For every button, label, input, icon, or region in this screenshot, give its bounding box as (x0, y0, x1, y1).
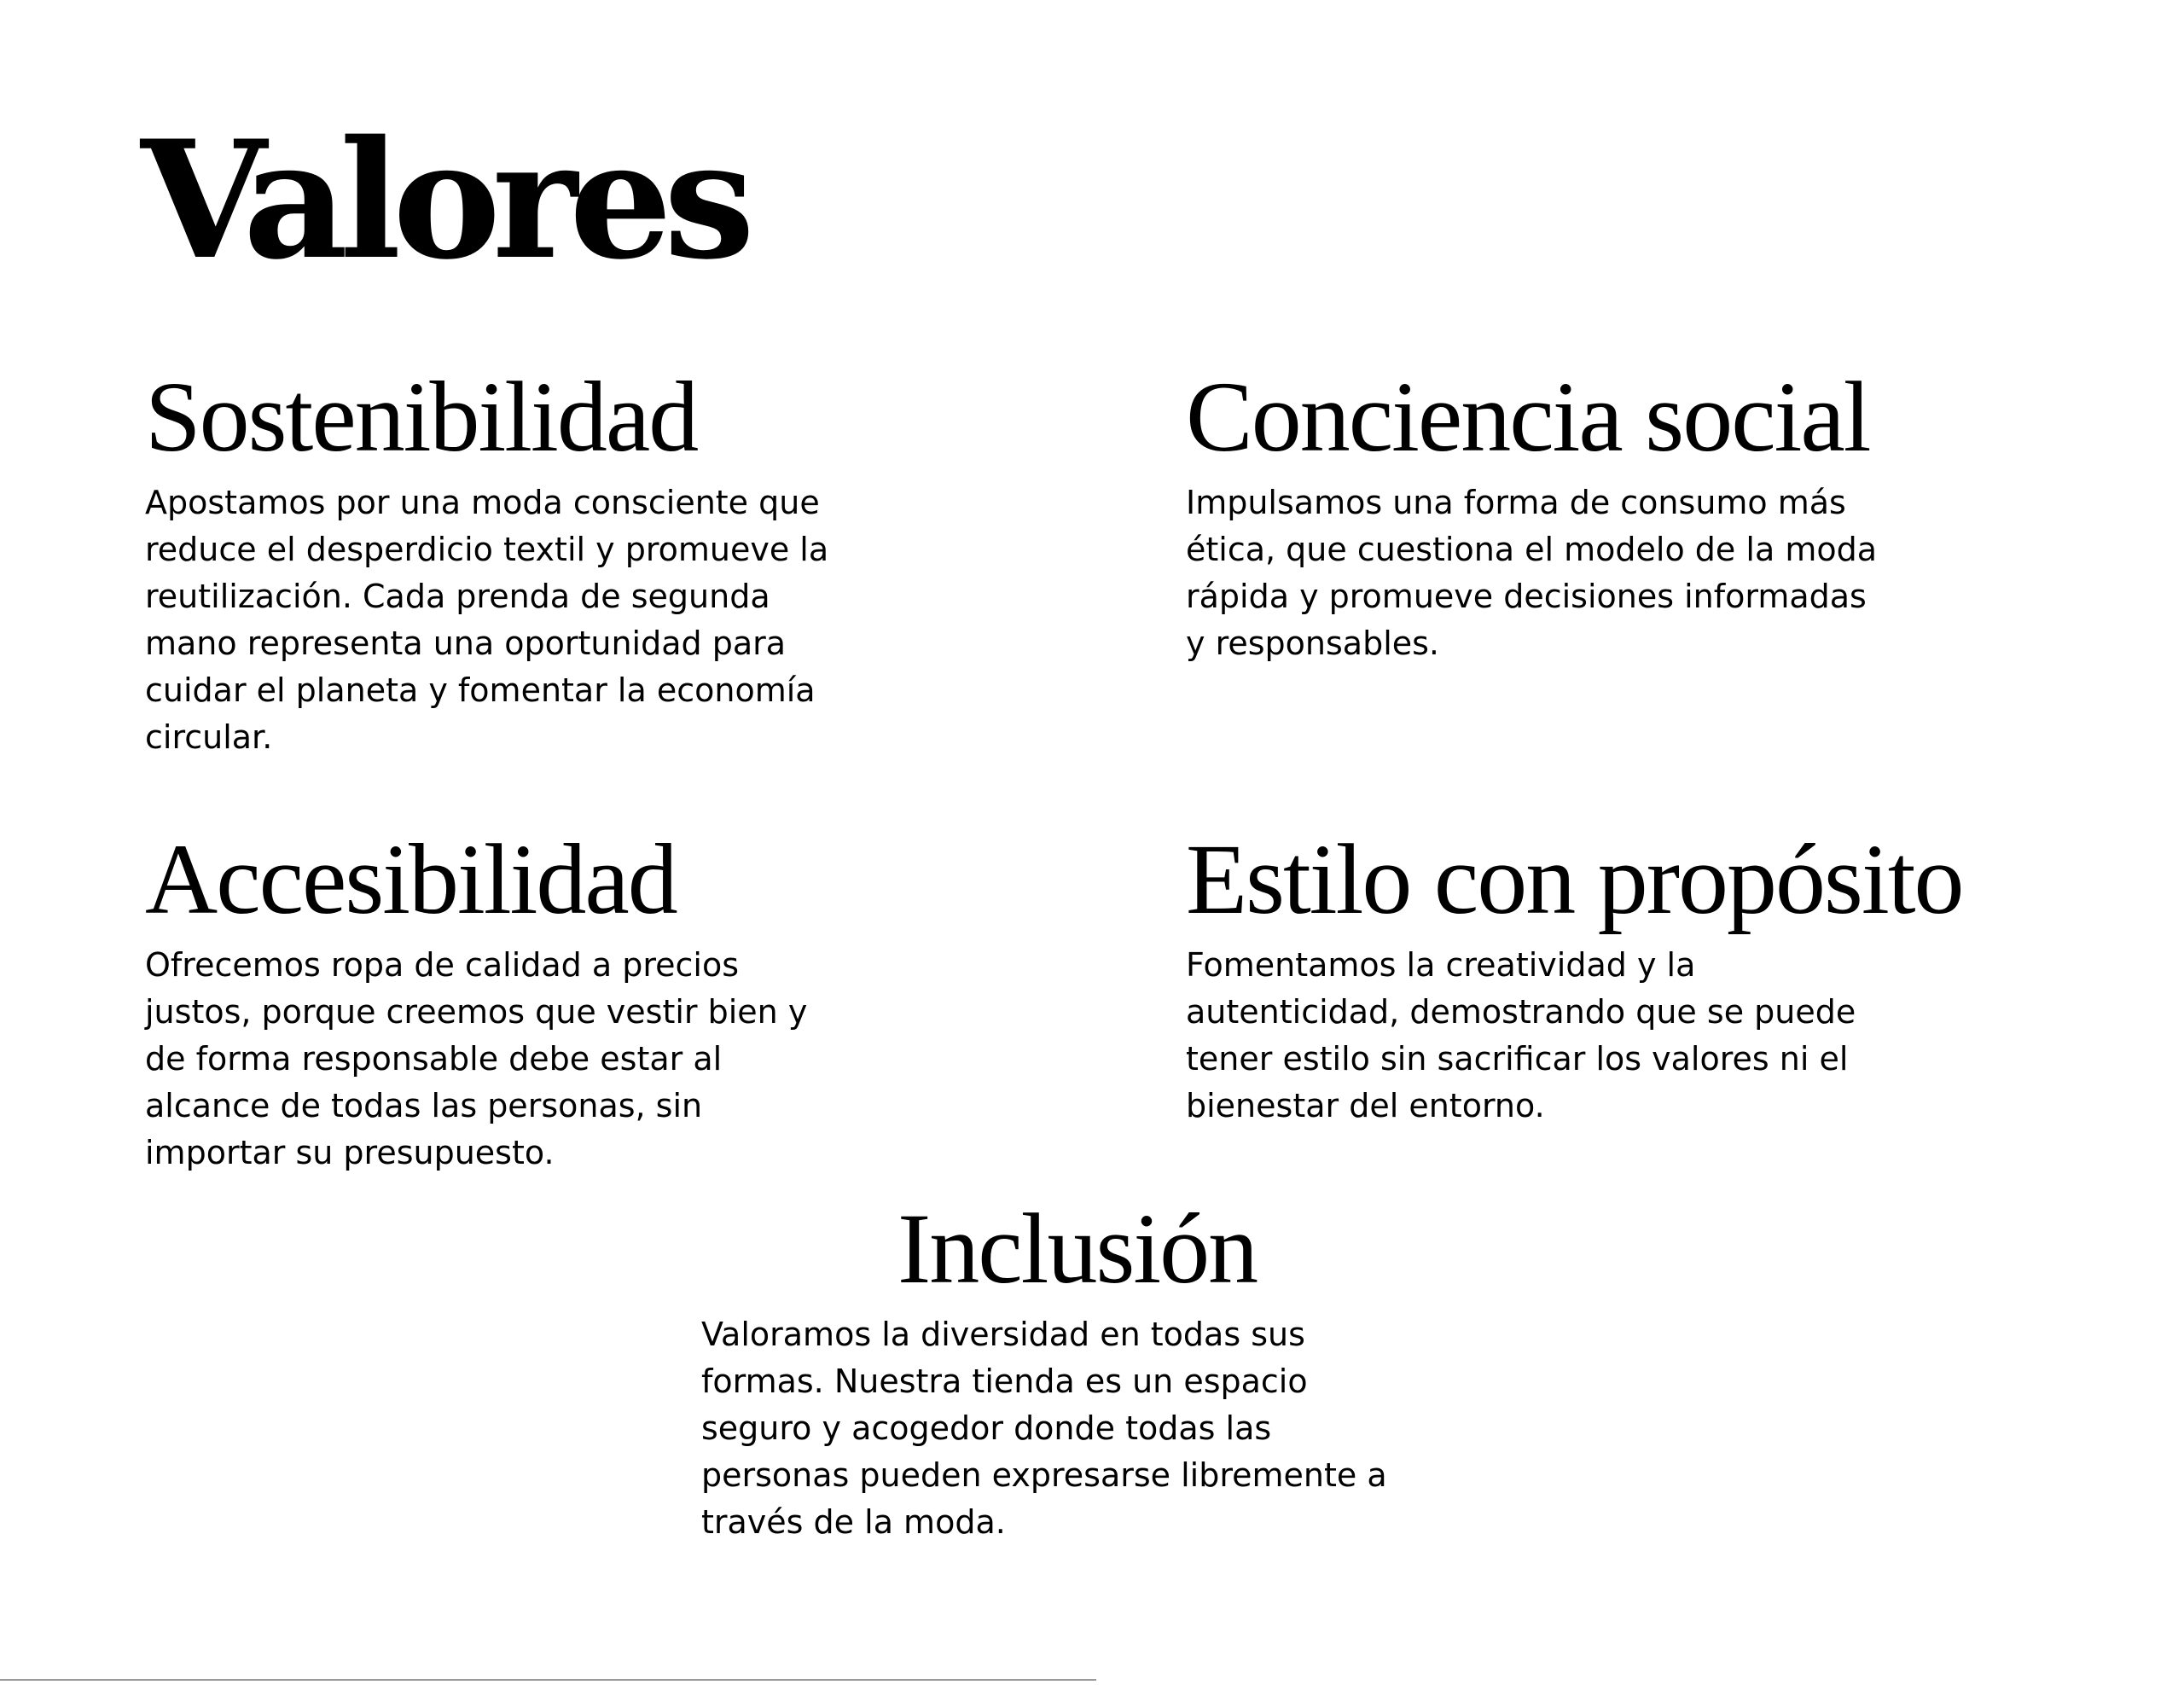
value-heading: Estilo con propósito (1186, 823, 1963, 935)
value-block-sostenibilidad (145, 361, 981, 761)
value-description: Valoramos la diversidad en todas sus formas. Nuestra tienda es un espacio seguro y acogedor donde todas las personas pueden expresarse libremente a través de la moda. (701, 1316, 1387, 1541)
value-block-accesibilidad (145, 823, 981, 1177)
value-heading: Sostenibilidad (145, 361, 698, 473)
value-heading: Inclusión (897, 1193, 1258, 1304)
page-title: Valores (141, 105, 746, 295)
value-block-inclusion (701, 1193, 1520, 1546)
value-block-estilo-con-proposito (1186, 823, 2090, 1130)
value-description: Apostamos por una moda consciente que reduce el desperdicio textil y promueve la reutilización. Cada prenda de segunda mano representa una oportunidad para cuidar el planeta y fomentar la economía circular. (145, 484, 829, 756)
value-block-conciencia-social (1186, 361, 2039, 667)
bottom-divider (0, 1679, 1096, 1681)
value-description: Ofrecemos ropa de calidad a precios justos, porque creemos que vestir bien y de forma responsable debe estar al alcance de todas las personas, sin importar su presupuesto. (145, 946, 808, 1171)
value-heading: Conciencia social (1186, 361, 1870, 473)
value-heading: Accesibilidad (145, 823, 677, 935)
value-description: Fomentamos la creatividad y la autenticidad, demostrando que se puede tener estilo sin sacrificar los valores ni el bienestar del entorno. (1186, 946, 1856, 1124)
value-description: Impulsamos una forma de consumo más ética, que cuestiona el modelo de la moda rápida y promueve decisiones informadas y responsables. (1186, 484, 1877, 662)
